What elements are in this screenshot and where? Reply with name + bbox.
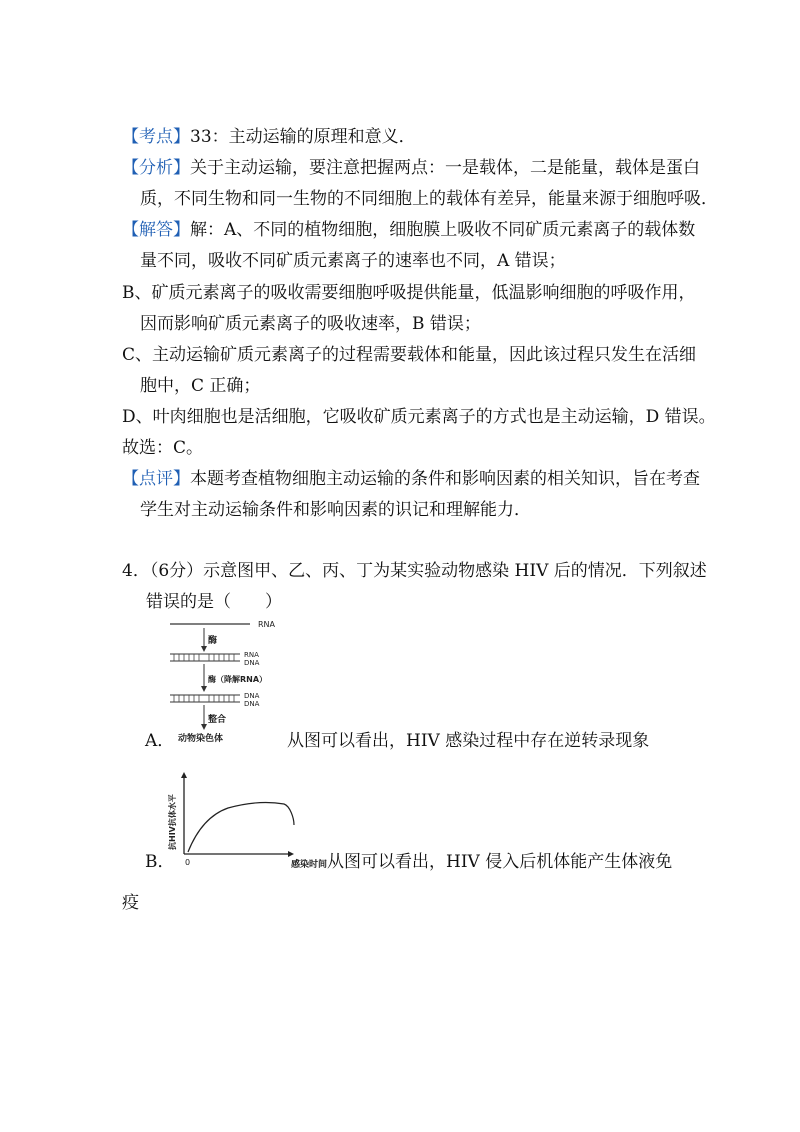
answer-line: 故选：C。 — [122, 438, 204, 458]
kaodian-line — [122, 126, 416, 148]
antibody-level-graph — [166, 770, 296, 870]
diagram-enzyme-label: 酶 — [208, 636, 218, 646]
dianping-tag: 【点评】 — [122, 469, 190, 489]
graph-origin-label: 0 — [185, 858, 191, 867]
antibody-curve — [188, 803, 294, 852]
fenxi-line-cont: 质，不同生物和同一生物的不同细胞上的载体有差异，能量来源于细胞呼吸． — [140, 189, 718, 209]
option-b-explanation-cont: 因而影响矿质元素离子的吸收速率，B 错误； — [140, 314, 481, 334]
diagram-rna2-label: RNA — [244, 651, 259, 659]
question-4-stem: 4．（6分）示意图甲、乙、丙、丁为某实验动物感染 HIV 后的情况．下列叙述 — [122, 561, 707, 581]
dianping-text: 本题考查植物细胞主动运输的条件和影响因素的相关知识，旨在考查 — [190, 469, 700, 489]
jieda-line — [122, 219, 695, 241]
jieda-text: 解：A、不同的植物细胞，细胞膜上吸收不同矿质元素离子的载体数 — [190, 220, 696, 240]
option-c-explanation: C、主动运输矿质元素离子的过程需要载体和能量，因此该过程只发生在活细 — [122, 345, 697, 365]
dianping-line-cont: 学生对主动运输条件和影响因素的识记和理解能力． — [140, 500, 531, 520]
option-b-text: 从图可以看出，HIV 侵入后机体能产生体液免 — [327, 852, 673, 872]
diagram-dna1-label: DNA — [244, 659, 260, 667]
jieda-tag: 【解答】 — [122, 220, 190, 240]
option-a-text: 从图可以看出，HIV 感染过程中存在逆转录现象 — [287, 731, 650, 751]
fenxi-tag: 【分析】 — [122, 158, 190, 178]
diagram-dna3-label: DNA — [244, 700, 260, 708]
jieda-line-cont: 量不同，吸收不同矿质元素离子的速率也不同，A 错误； — [140, 251, 566, 271]
reverse-transcription-diagram — [166, 616, 306, 744]
fenxi-line — [122, 157, 700, 179]
diagram-integrate-label: 整合 — [208, 715, 227, 725]
diagram-enzyme2-label: 酶（降解RNA） — [208, 675, 268, 684]
graph-xlabel: 感染时间 — [291, 860, 328, 870]
diagram-chromosome-label: 动物染色体 — [178, 734, 224, 744]
dianping-line — [122, 468, 700, 490]
option-b-text-cont: 疫 — [122, 893, 139, 913]
fenxi-text: 关于主动运输，要注意把握两点：一是载体，二是能量，载体是蛋白 — [190, 158, 700, 178]
option-a-label: A． — [145, 731, 175, 751]
question-4-stem-cont: 错误的是（ ） — [146, 592, 282, 612]
kaodian-tag: 【考点】 — [122, 127, 190, 147]
option-b-label: B． — [145, 852, 175, 872]
option-d-explanation: D、叶肉细胞也是活细胞，它吸收矿质元素离子的方式也是主动运输，D 错误。 — [122, 407, 716, 427]
graph-ylabel: 抗HIV抗体水平 — [168, 794, 177, 850]
kaodian-text: 33：主动运输的原理和意义． — [190, 127, 416, 147]
option-b-explanation: B、矿质元素离子的吸收需要细胞呼吸提供能量，低温影响细胞的呼吸作用， — [122, 283, 696, 303]
option-b-text-row — [291, 851, 672, 876]
option-c-explanation-cont: 胞中，C 正确； — [140, 376, 261, 396]
diagram-dna2-label: DNA — [244, 692, 260, 700]
diagram-rna-label: RNA — [258, 620, 276, 629]
